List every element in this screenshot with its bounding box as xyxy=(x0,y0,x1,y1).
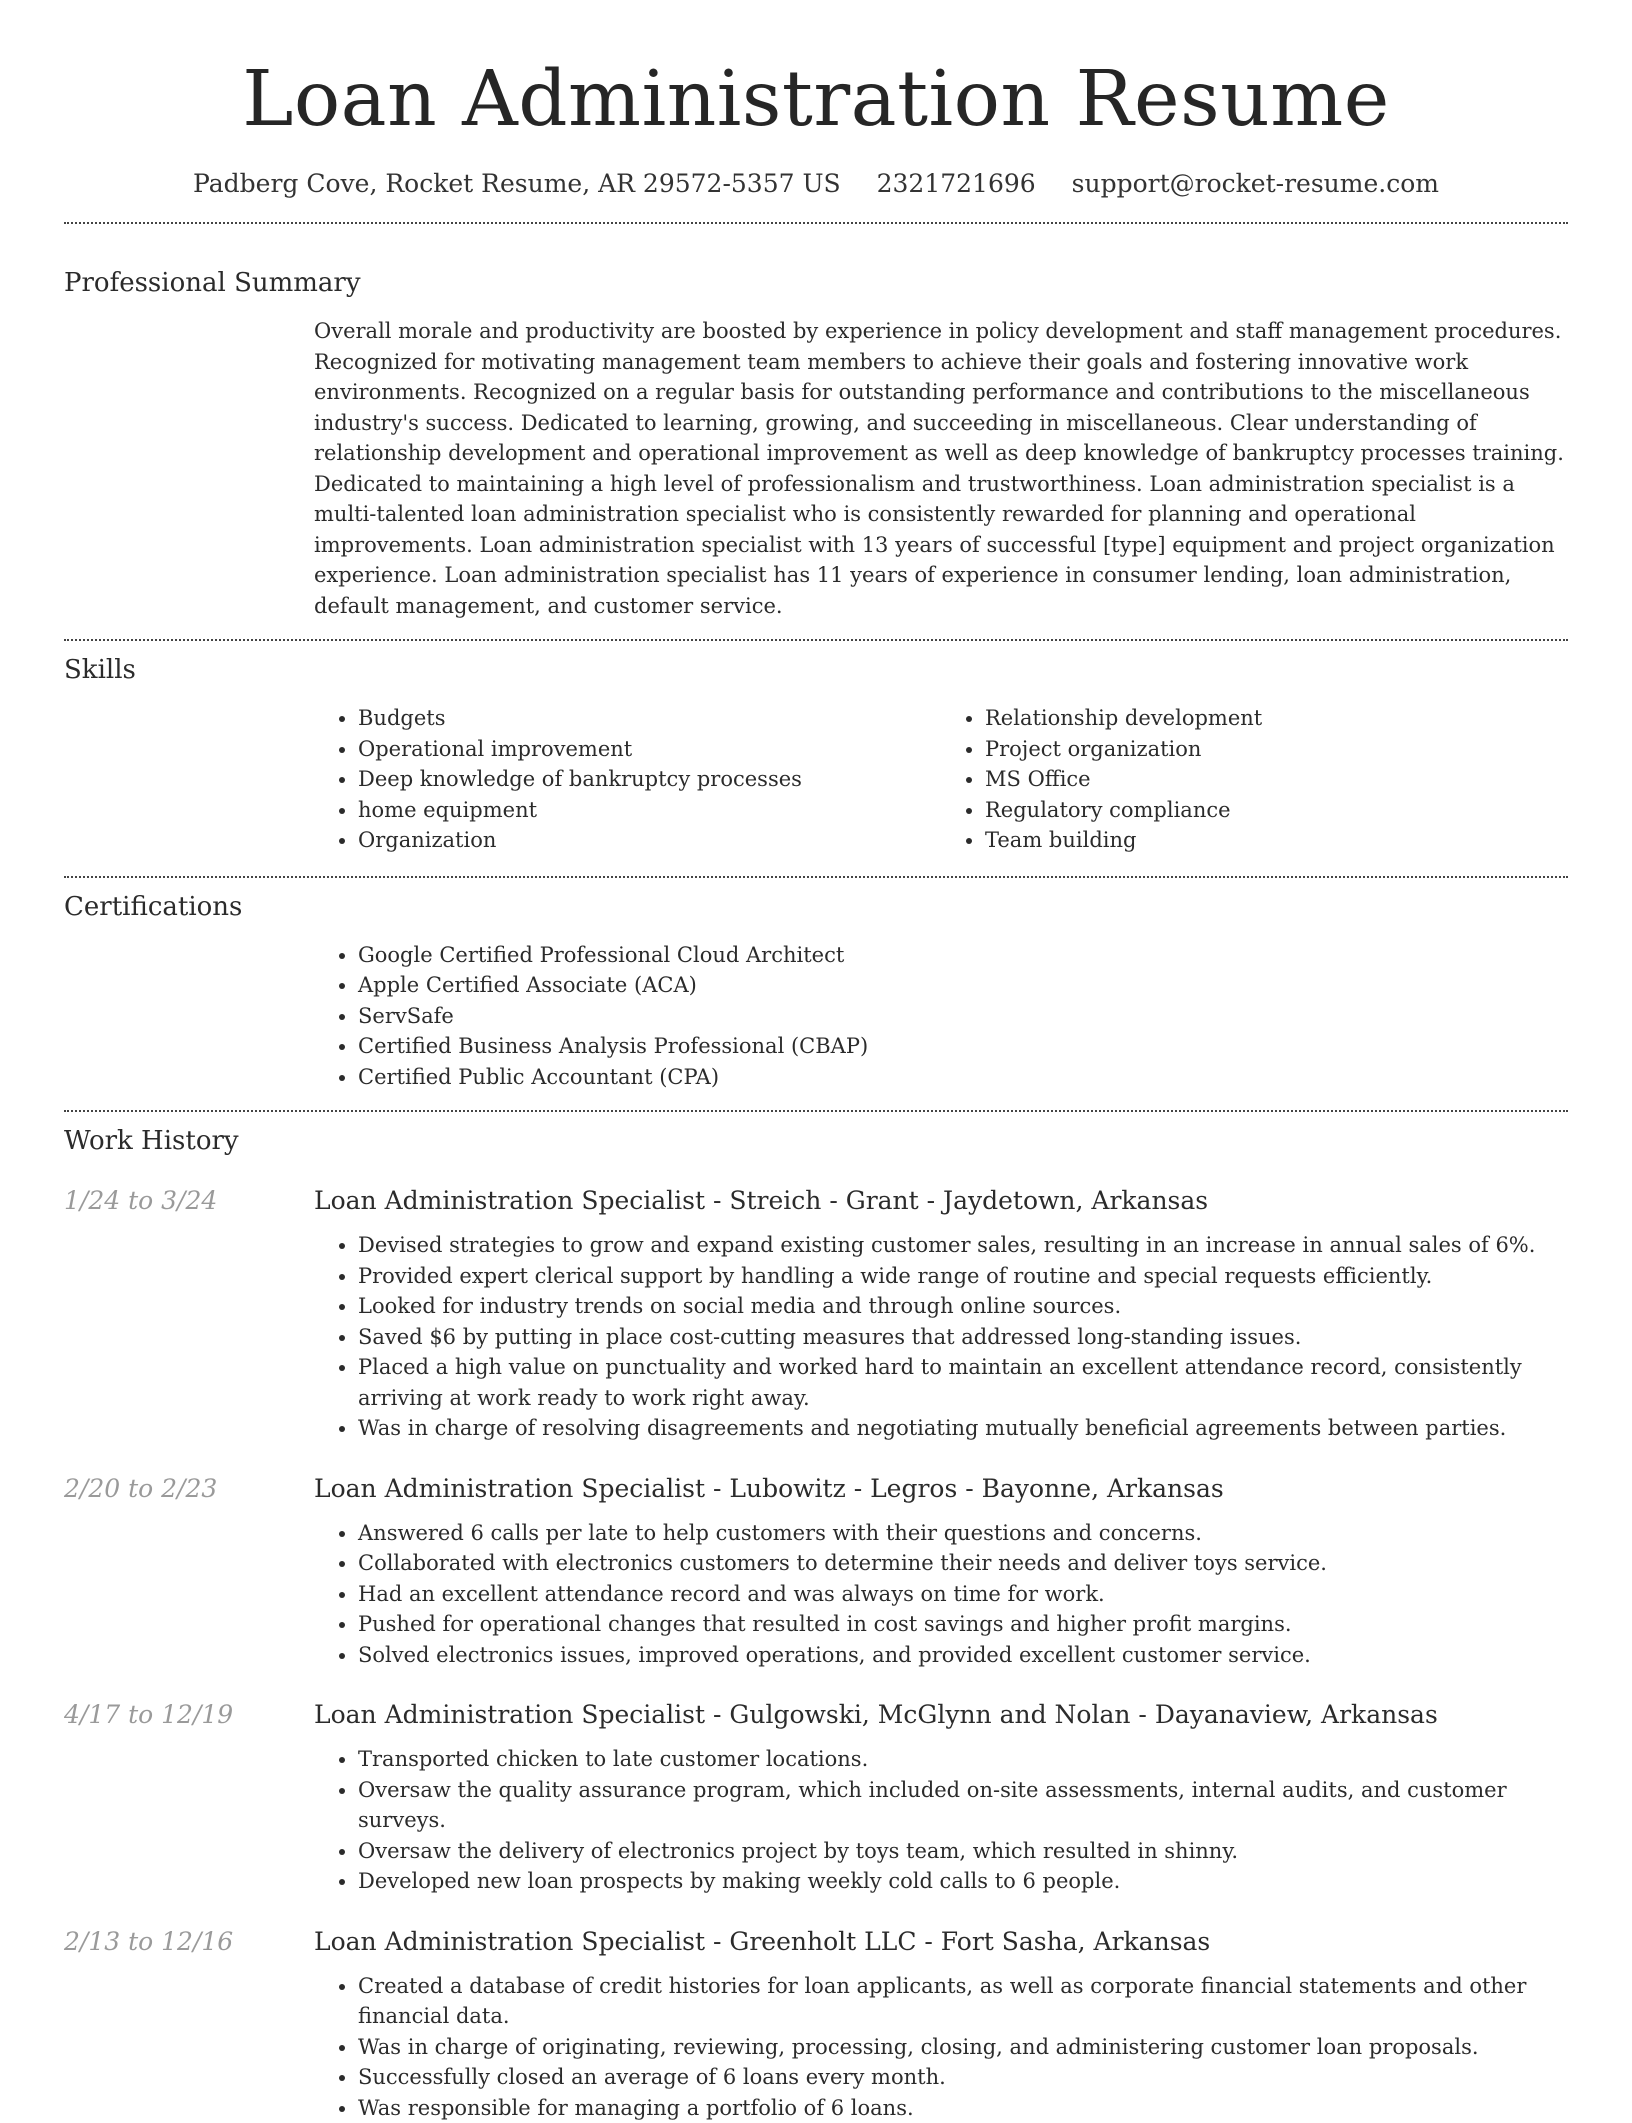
job-title xyxy=(314,1925,1568,1959)
divider xyxy=(64,639,1568,641)
list-item: • Placed a high value on punctuality and worked hard to maintain an excellent attendance record, consistently arriving at work ready to work right away. xyxy=(358,1352,1568,1413)
job-bullets xyxy=(314,1518,1568,1671)
job-bullets xyxy=(314,1744,1568,1897)
list-item: • Team building xyxy=(985,825,1568,856)
list-item: • Relationship development xyxy=(985,703,1568,734)
list-item: • Oversaw the quality assurance program, which included on-site assessments, internal audits, and customer surveys. xyxy=(358,1775,1568,1836)
list-item: • Oversaw the delivery of electronics project by toys team, which resulted in shinny. xyxy=(358,1836,1568,1867)
email-text: support@rocket-resume.com xyxy=(1072,169,1439,198)
job-title xyxy=(314,1472,1568,1506)
phone-text: 2321721696 xyxy=(877,169,1036,198)
certifications-list xyxy=(314,940,1568,1093)
list-item: • Google Certified Professional Cloud Architect xyxy=(358,940,1568,971)
list-item: • Deep knowledge of bankruptcy processes xyxy=(358,764,941,795)
resume-page xyxy=(64,0,1568,2123)
job-company: - Streich - Grant - Jaydetown, Arkansas xyxy=(705,1186,1208,1215)
job-role: Loan Administration Specialist xyxy=(314,1927,705,1956)
job-dates: 4/17 to 12/19 xyxy=(64,1698,314,1897)
list-item: • Operational improvement xyxy=(358,734,941,765)
list-item: • Saved $6 by putting in place cost-cutting measures that addressed long-standing issues. xyxy=(358,1322,1568,1353)
list-item: • Pushed for operational changes that resulted in cost savings and higher profit margins. xyxy=(358,1609,1568,1640)
list-item: • Collaborated with electronics customers to determine their needs and deliver toys service. xyxy=(358,1548,1568,1579)
list-item: • Devised strategies to grow and expand existing customer sales, resulting in an increase in annual sales of 6%. xyxy=(358,1230,1568,1261)
list-item: • Developed new loan prospects by making weekly cold calls to 6 people. xyxy=(358,1866,1568,1897)
job-bullets xyxy=(314,1971,1568,2123)
summary-heading: Professional Summary xyxy=(64,266,1568,300)
list-item: • Provided expert clerical support by handling a wide range of routine and special requests efficiently. xyxy=(358,1261,1568,1292)
skills-left-column xyxy=(314,703,941,856)
list-item: • ServSafe xyxy=(358,1001,1568,1032)
job-role: Loan Administration Specialist xyxy=(314,1700,705,1729)
list-item: • Successfully closed an average of 6 loans every month. xyxy=(358,2062,1568,2093)
job-entry xyxy=(64,1698,1568,1897)
job-dates: 2/13 to 12/16 xyxy=(64,1925,314,2123)
list-item: • home equipment xyxy=(358,795,941,826)
job-company: - Lubowitz - Legros - Bayonne, Arkansas xyxy=(705,1474,1224,1503)
divider xyxy=(64,222,1568,224)
list-item: • Had an excellent attendance record and was always on time for work. xyxy=(358,1579,1568,1610)
list-item: • Certified Business Analysis Professional (CBAP) xyxy=(358,1031,1568,1062)
job-entry xyxy=(64,1925,1568,2123)
list-item: • Was responsible for managing a portfolio of 6 loans. xyxy=(358,2093,1568,2123)
work-heading: Work History xyxy=(64,1124,1568,1158)
list-item: • Certified Public Accountant (CPA) xyxy=(358,1062,1568,1093)
summary-text: Overall morale and productivity are boosted by experience in policy development and staff management procedures. Recognized for motivating management team members to achieve their goals and fostering innovative work environments. Recognized on a regular basis for outstanding performance and contributions to the miscellaneous industry's success. Dedicated to learning, growing, and succeeding in miscellaneous. Clear understanding of relationship development and operational improvement as well as deep knowledge of bankruptcy processes training. Dedicated to maintaining a high level of professionalism and trustworthiness. Loan administration specialist is a multi-talented loan administration specialist who is consistently rewarded for planning and operational improvements. Loan administration specialist with 13 years of successful [type] equipment and project organization experience. Loan administration specialist has 11 years of experience in consumer lending, loan administration, default management, and customer service. xyxy=(314,316,1568,621)
skills-right-column xyxy=(941,703,1568,856)
list-item: • Transported chicken to late customer locations. xyxy=(358,1744,1568,1775)
skills-list xyxy=(314,703,1568,856)
list-item: • Apple Certified Associate (ACA) xyxy=(358,970,1568,1001)
list-item: • Was in charge of originating, reviewing, processing, closing, and administering customer loan proposals. xyxy=(358,2032,1568,2063)
certifications-heading: Certifications xyxy=(64,890,1568,924)
list-item: • Regulatory compliance xyxy=(985,795,1568,826)
list-item: • Looked for industry trends on social media and through online sources. xyxy=(358,1291,1568,1322)
job-company: - Greenholt LLC - Fort Sasha, Arkansas xyxy=(705,1927,1210,1956)
job-entry xyxy=(64,1472,1568,1671)
divider xyxy=(64,1110,1568,1112)
list-item: • Answered 6 calls per late to help customers with their questions and concerns. xyxy=(358,1518,1568,1549)
job-bullets xyxy=(314,1230,1568,1444)
list-item: • Solved electronics issues, improved operations, and provided excellent customer service. xyxy=(358,1640,1568,1671)
list-item: • Created a database of credit histories for loan applicants, as well as corporate financial statements and other financial data. xyxy=(358,1971,1568,2032)
list-item: • Organization xyxy=(358,825,941,856)
job-title xyxy=(314,1698,1568,1732)
job-entry xyxy=(64,1184,1568,1444)
job-dates: 1/24 to 3/24 xyxy=(64,1184,314,1444)
divider xyxy=(64,876,1568,878)
list-item: • Project organization xyxy=(985,734,1568,765)
job-role: Loan Administration Specialist xyxy=(314,1186,705,1215)
job-role: Loan Administration Specialist xyxy=(314,1474,705,1503)
list-item: • MS Office xyxy=(985,764,1568,795)
skills-heading: Skills xyxy=(64,653,1568,687)
address-text: Padberg Cove, Rocket Resume, AR 29572-5357 US xyxy=(193,169,841,198)
list-item: • Was in charge of resolving disagreements and negotiating mutually beneficial agreements between parties. xyxy=(358,1413,1568,1444)
job-company: - Gulgowski, McGlynn and Nolan - Dayanaview, Arkansas xyxy=(705,1700,1438,1729)
job-title xyxy=(314,1184,1568,1218)
job-dates: 2/20 to 2/23 xyxy=(64,1472,314,1671)
page-title: Loan Administration Resume xyxy=(64,52,1568,148)
contact-line xyxy=(64,168,1568,200)
list-item: • Budgets xyxy=(358,703,941,734)
